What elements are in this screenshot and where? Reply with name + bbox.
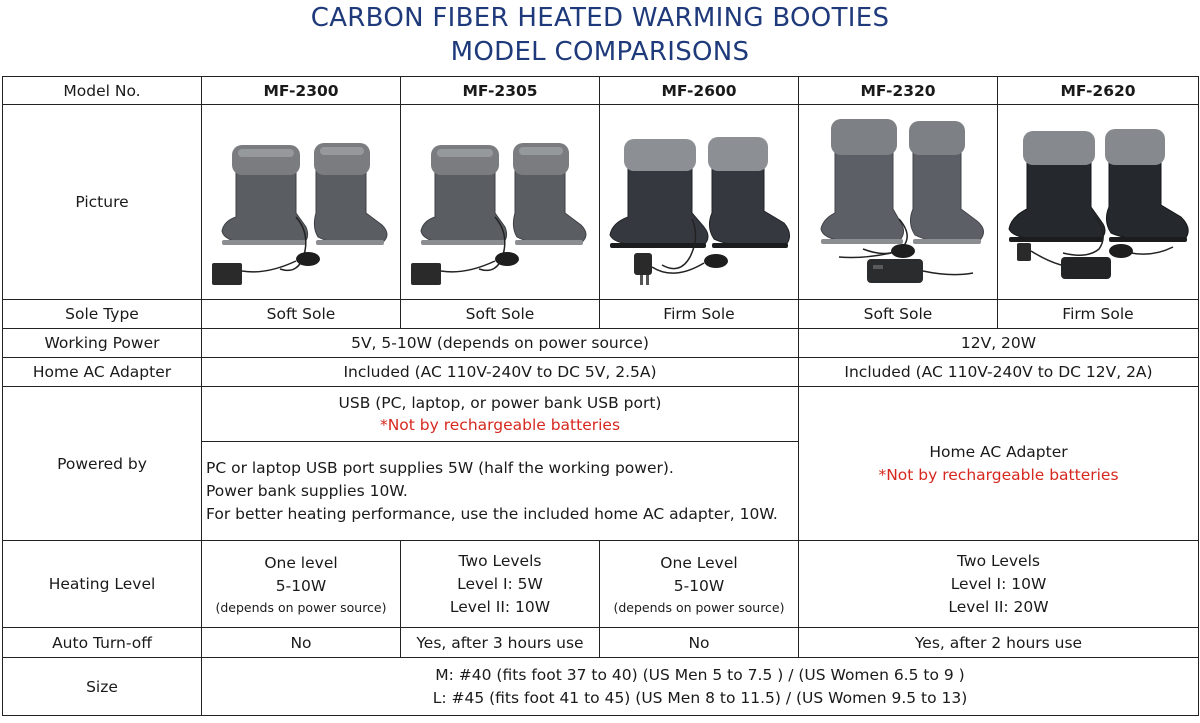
label-adapter: Home AC Adapter [3, 358, 202, 387]
heating-c2-l2: Level I: 5W [457, 575, 543, 593]
heating-group-2 [799, 541, 1199, 628]
label-powered-by: Powered by [3, 387, 202, 541]
usb-detail-2: Power bank supplies 10W. [206, 482, 408, 500]
picture-mf-2620 [998, 105, 1199, 300]
heating-mf-2305 [401, 541, 600, 628]
size-l: L: #45 (fits foot 41 to 45) (US Men 8 to 11.5) / (US Women 9.5 to 13) [432, 689, 968, 707]
picture-mf-2320 [799, 105, 998, 300]
sole-mf-2305: Soft Sole [401, 300, 600, 329]
title-line-2: MODEL COMPARISONS [450, 37, 750, 67]
heating-c4-l1: Two Levels [957, 552, 1040, 570]
sole-mf-2300: Soft Sole [202, 300, 401, 329]
size-values [202, 658, 1199, 716]
adapter-group-2: Included (AC 110V-240V to DC 12V, 2A) [799, 358, 1199, 387]
heating-mf-2600 [600, 541, 799, 628]
heating-c3-l2: 5-10W [673, 576, 725, 595]
soft-sole-bootie-image [405, 109, 595, 295]
heating-c2-l3: Level II: 10W [449, 598, 551, 616]
label-auto-off: Auto Turn-off [3, 628, 202, 658]
soft-sole-bootie-image [206, 109, 396, 295]
powered-by-group-2 [799, 387, 1199, 541]
row-power [3, 329, 1199, 358]
heating-mf-2300 [202, 541, 401, 628]
powered-by-group-1 [202, 387, 799, 541]
sole-mf-2620: Firm Sole [998, 300, 1199, 329]
label-power: Working Power [3, 329, 202, 358]
row-model [3, 77, 1199, 105]
auto-off-mf-2305: Yes, after 3 hours use [401, 628, 600, 658]
label-heating: Heating Level [3, 541, 202, 628]
ac-note: *Not by rechargeable batteries [878, 466, 1119, 484]
adapter-group-1: Included (AC 110V-240V to DC 5V, 2.5A) [202, 358, 799, 387]
model-mf-2320: MF-2320 [799, 77, 998, 105]
title-line-1: CARBON FIBER HEATED WARMING BOOTIES [310, 3, 890, 33]
label-model: Model No. [3, 77, 202, 105]
auto-off-group-2: Yes, after 2 hours use [799, 628, 1199, 658]
row-adapter [3, 358, 1199, 387]
model-mf-2300: MF-2300 [202, 77, 401, 105]
power-group-2: 12V, 20W [799, 329, 1199, 358]
heating-c1-l1: One level [264, 553, 338, 572]
heating-c4-l3: Level II: 20W [948, 598, 1049, 616]
usb-note: *Not by rechargeable batteries [379, 416, 621, 434]
model-mf-2305: MF-2305 [401, 77, 600, 105]
usb-detail-1: PC or laptop USB port supplies 5W (half the working power). [206, 459, 674, 477]
heating-c4-l2: Level I: 10W [950, 575, 1047, 593]
row-sole [3, 300, 1199, 329]
sole-mf-2320: Soft Sole [799, 300, 998, 329]
power-group-1: 5V, 5-10W (depends on power source) [202, 329, 799, 358]
model-mf-2600: MF-2600 [600, 77, 799, 105]
heating-c1-l2: 5-10W [275, 576, 327, 595]
heating-c2-l1: Two Levels [458, 552, 542, 570]
picture-mf-2305 [401, 105, 600, 300]
usb-detail-3: For better heating performance, use the included home AC adapter, 10W. [206, 505, 778, 523]
sole-mf-2600: Firm Sole [600, 300, 799, 329]
label-sole: Sole Type [3, 300, 202, 329]
picture-mf-2300 [202, 105, 401, 300]
firm-sole-bootie-image [604, 109, 794, 295]
comparison-table [2, 76, 1199, 716]
model-mf-2620: MF-2620 [998, 77, 1199, 105]
size-m: M: #40 (fits foot 37 to 40) (US Men 5 to 7.5 ) / (US Women 6.5 to 9 ) [435, 666, 965, 684]
heating-c3-l3: (depends on power source) [613, 599, 785, 615]
firm-sole-bootie-image [1003, 109, 1193, 295]
usb-source: USB (PC, laptop, or power bank USB port) [338, 394, 662, 412]
heating-c1-l3: (depends on power source) [215, 599, 387, 615]
row-powered-by [3, 387, 1199, 541]
heating-c3-l1: One Level [660, 553, 738, 572]
row-heating [3, 541, 1199, 628]
soft-sole-bootie-image [803, 109, 993, 295]
ac-source: Home AC Adapter [929, 443, 1068, 461]
row-picture [3, 105, 1199, 300]
row-auto-off [3, 628, 1199, 658]
row-size [3, 658, 1199, 716]
label-picture: Picture [3, 105, 202, 300]
label-size: Size [3, 658, 202, 716]
auto-off-mf-2300: No [202, 628, 401, 658]
auto-off-mf-2600: No [600, 628, 799, 658]
picture-mf-2600 [600, 105, 799, 300]
